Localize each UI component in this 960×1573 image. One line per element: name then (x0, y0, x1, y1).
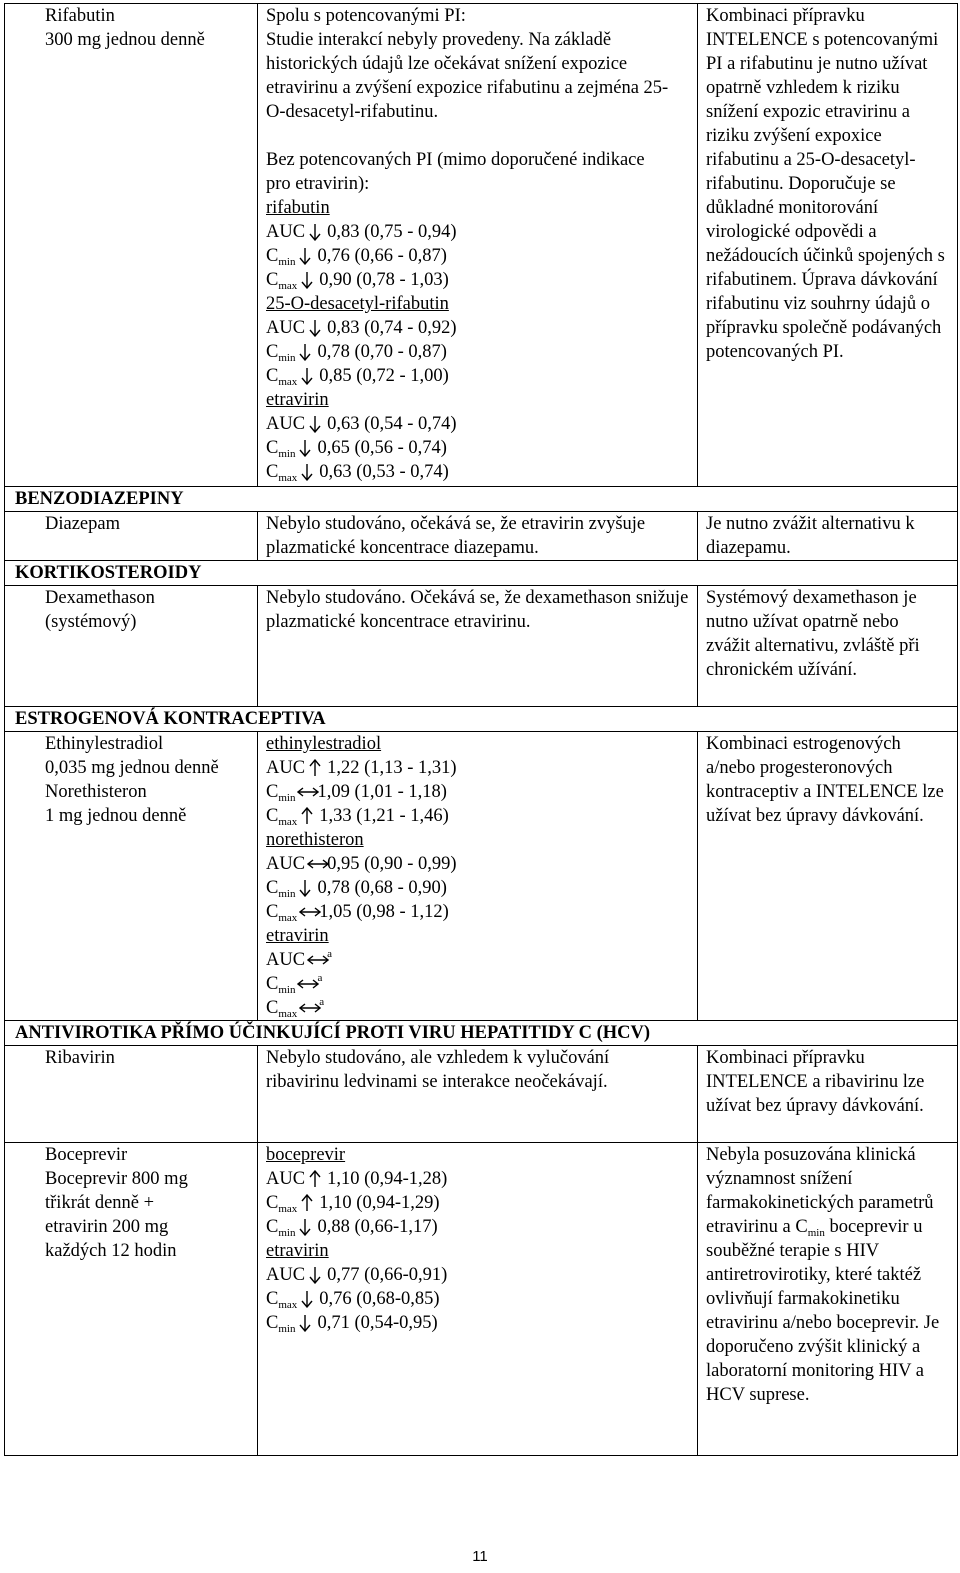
arrow-up-icon (307, 1170, 325, 1186)
pk-section-title: etravirin (266, 926, 329, 946)
arrow-both-icon (297, 975, 315, 991)
recommendation-cell (698, 4, 958, 487)
pk-parameter (266, 852, 697, 876)
effect-text: Spolu s potencovanými PI: (266, 6, 466, 26)
pk-parameter (266, 1215, 697, 1239)
arrow-both-icon (299, 999, 317, 1015)
pk-value: 0,85 (0,72 - 1,00) (319, 366, 449, 386)
arrow-down-icon (307, 1266, 325, 1282)
effect-text-content: Nebylo studováno, očekává se, že etravirin zvyšuje plazmatické koncentrace diazepamu. (266, 514, 646, 558)
pk-label: C (266, 366, 279, 386)
arrow-up-icon (307, 759, 325, 775)
pk-subscript: min (278, 256, 296, 268)
effect-heading: Bez potencovaných PI (mimo doporučené indikace pro etravirin): (266, 150, 645, 194)
pk-footnote: a (319, 996, 325, 1008)
drug-cell (5, 4, 258, 487)
interaction-table (4, 3, 958, 1456)
recommendation-text: Kombinaci přípravku INTELENCE s potencovanými PI a rifabutinu je nutno užívat opatrně vzhledem k riziku snížení expozic etravirinu a riziku zvýšení expoxice rifabutinu a 25-O-desacetyl-rifabutinu. Doporučuje se důkladné monitorování virologické odpovědi a nežádoucích účinků spojených s rifabutinem. Úprava dávkování rifabutinu viz souhrny údajů o přípravku společně podávaných potencovaných PI. (706, 6, 945, 362)
pk-value: 0,76 (0,68-0,85) (319, 1289, 440, 1309)
recommendation-part: Nebyla posuzována klinická významnost snížení farmakokinetických parametrů etravirinu a C (706, 1145, 934, 1237)
pk-label: C (266, 782, 279, 802)
pk-subscript: max (278, 1299, 298, 1311)
pk-subscript: max (278, 376, 298, 388)
arrow-up-icon (299, 807, 317, 823)
pk-value: 0,65 (0,56 - 0,74) (317, 438, 447, 458)
pk-parameter (266, 1191, 697, 1215)
category-row (5, 561, 958, 586)
pk-parameter (266, 804, 697, 828)
pk-parameter (266, 436, 697, 460)
drug-name: Rifabutin (45, 6, 115, 26)
pk-parameter (266, 244, 697, 268)
arrow-down-icon (297, 343, 315, 359)
effect-text: Nebylo studováno. Očekává se, že dexamethason snižuje plazmatické koncentrace etravirinu. (266, 588, 689, 632)
pk-label: AUC (266, 1265, 306, 1285)
drug-name: Norethisteron (45, 782, 147, 802)
pk-subscript: min (278, 1227, 296, 1239)
pk-section-title: norethisteron (266, 830, 364, 850)
pk-label: AUC (266, 222, 306, 242)
subscript: min (807, 1227, 825, 1239)
drug-cell (5, 586, 258, 707)
recommendation-cell (698, 732, 958, 1021)
drug-name: Boceprevir (45, 1145, 128, 1165)
pk-parameter (266, 316, 697, 340)
pk-block (266, 1143, 697, 1335)
arrow-down-icon (299, 271, 317, 287)
pk-parameter (266, 900, 697, 924)
pk-value: 0,90 (0,78 - 1,03) (319, 270, 449, 290)
recommendation-text: Kombinaci přípravku INTELENCE a ribavirinu lze užívat bez úpravy dávkování. (706, 1048, 925, 1116)
drug-dose: Boceprevir 800 mg třikrát denně + etravirin 200 mg každých 12 hodin (45, 1169, 188, 1261)
table-row (5, 4, 958, 487)
category-heading: ESTROGENOVÁ KONTRACEPTIVA (5, 707, 958, 732)
recommendation-content: Je nutno zvážit alternativu k diazepamu. (706, 514, 915, 558)
pk-label: C (266, 998, 279, 1018)
drug-name: Ethinylestradiol (45, 734, 164, 754)
pk-label: C (266, 1193, 279, 1213)
pk-value: 0,78 (0,68 - 0,90) (317, 878, 447, 898)
pk-label: C (266, 270, 279, 290)
effect-cell (258, 1046, 698, 1143)
pk-parameter (266, 340, 697, 364)
pk-value: 0,77 (0,66-0,91) (327, 1265, 448, 1285)
pk-parameter (266, 996, 697, 1020)
arrow-down-icon (297, 879, 315, 895)
effect-text: Studie interakcí nebyly provedeny. Na základě historických údajů lze očekávat snížení expozice etravirinu a zvýšení expozice rifabutinu a zejména 25-O-desacetyl-rifabutinu. (266, 30, 669, 122)
category-heading: KORTIKOSTEROIDY (5, 561, 958, 586)
arrow-down-icon (307, 223, 325, 239)
pk-label: C (266, 246, 279, 266)
drug-dose: 0,035 mg jednou denně (45, 758, 219, 778)
pk-subscript: min (278, 352, 296, 364)
pk-parameter (266, 364, 697, 388)
pk-value: 0,71 (0,54-0,95) (317, 1313, 438, 1333)
effect-cell (258, 4, 698, 487)
pk-section-title: etravirin (266, 390, 329, 410)
arrow-both-icon (299, 903, 317, 919)
pk-parameter (266, 876, 697, 900)
arrow-down-icon (297, 1314, 315, 1330)
pk-value: 1,05 (0,98 - 1,12) (319, 902, 449, 922)
table-row (5, 512, 958, 561)
page-number: 11 (472, 1548, 488, 1565)
drug-name: Dexamethason (45, 588, 155, 608)
pk-footnote: a (327, 948, 332, 960)
pk-label: C (266, 1217, 279, 1237)
arrow-down-icon (299, 463, 317, 479)
recommendation-text: Kombinaci estrogenových a/nebo progesteronových kontraceptiv a INTELENCE lze užívat bez úpravy dávkování. (706, 734, 944, 826)
pk-footnote: a (317, 972, 323, 984)
effect-text (258, 512, 698, 561)
drug-dose: 1 mg jednou denně (45, 806, 187, 826)
category-row (5, 1021, 958, 1046)
pk-label: AUC (266, 318, 306, 338)
pk-subscript: min (278, 888, 296, 900)
effect-cell (258, 732, 698, 1021)
arrow-down-icon (297, 439, 315, 455)
pk-parameter (266, 268, 697, 292)
pk-label: AUC (266, 950, 306, 970)
pk-parameter (266, 220, 697, 244)
pk-label: C (266, 974, 279, 994)
pk-subscript: max (278, 472, 298, 484)
drug-route: (systémový) (45, 612, 137, 632)
pk-section-title: rifabutin (266, 198, 330, 218)
table-row (5, 586, 958, 707)
effect-cell (258, 586, 698, 707)
pk-parameter (266, 756, 697, 780)
recommendation-cell (698, 1046, 958, 1143)
pk-parameter (266, 460, 697, 484)
pk-value: 0,76 (0,66 - 0,87) (317, 246, 447, 266)
drug-cell (5, 732, 258, 1021)
arrow-both-icon (307, 855, 325, 871)
pk-parameter (266, 780, 697, 804)
pk-subscript: min (278, 792, 296, 804)
arrow-down-icon (297, 1218, 315, 1234)
pk-value: 1,33 (1,21 - 1,46) (319, 806, 449, 826)
pk-parameter (266, 1311, 697, 1335)
recommendation-text (698, 512, 958, 561)
pk-label: C (266, 438, 279, 458)
pk-label: C (266, 806, 279, 826)
pk-subscript: max (278, 1008, 298, 1020)
arrow-both-icon (297, 783, 315, 799)
recommendation-part: boceprevir u souběžné terapie s HIV antiretrovirotiky, které taktéž ovlivňují farmakokinetiku etravirinu a/nebo boceprevir. Je doporučeno zvýšit klinický a laboratorní monitoring HIV a HCV suprese. (706, 1217, 940, 1405)
pk-value: 1,09 (1,01 - 1,18) (317, 782, 447, 802)
arrow-up-icon (299, 1194, 317, 1210)
pk-parameter (266, 972, 697, 996)
pk-label: AUC (266, 1169, 306, 1189)
pk-label: C (266, 1289, 279, 1309)
recommendation-text: Systémový dexamethason je nutno užívat opatrně nebo zvážit alternativu, zvláště při chronickém užívání. (706, 588, 920, 680)
pk-parameter (266, 1287, 697, 1311)
pk-label: C (266, 902, 279, 922)
pk-value: 1,10 (0,94-1,28) (327, 1169, 448, 1189)
pk-subscript: max (278, 816, 298, 828)
pk-label: C (266, 878, 279, 898)
pk-block (266, 196, 697, 484)
pk-section-title: ethinylestradiol (266, 734, 382, 754)
arrow-both-icon (307, 951, 325, 967)
pk-section-title: etravirin (266, 1241, 329, 1261)
category-row (5, 707, 958, 732)
arrow-down-icon (307, 319, 325, 335)
table-row (5, 1143, 958, 1456)
pk-subscript: max (278, 280, 298, 292)
pk-label: C (266, 342, 279, 362)
pk-subscript: min (278, 1323, 296, 1335)
category-row (5, 487, 958, 512)
drug-dose: 300 mg jednou denně (45, 30, 205, 50)
table-row (5, 732, 958, 1021)
pk-value: 0,83 (0,75 - 0,94) (327, 222, 457, 242)
pk-value: 0,83 (0,74 - 0,92) (327, 318, 457, 338)
category-heading: ANTIVIROTIKA PŘÍMO ÚČINKUJÍCÍ PROTI VIRU HEPATITIDY C (HCV) (5, 1021, 958, 1046)
drug-name: Ribavirin (5, 1046, 258, 1143)
category-heading: BENZODIAZEPINY (5, 487, 958, 512)
recommendation-text (706, 1143, 946, 1407)
arrow-down-icon (297, 247, 315, 263)
pk-block (266, 732, 697, 1020)
pk-value: 1,22 (1,13 - 1,31) (327, 758, 457, 778)
drug-name: Diazepam (5, 512, 258, 561)
pk-value: 0,95 (0,90 - 0,99) (327, 854, 457, 874)
recommendation-cell (698, 1143, 958, 1456)
pk-subscript: min (278, 448, 296, 460)
drug-cell (5, 1143, 258, 1456)
pk-parameter (266, 412, 697, 436)
pk-parameter (266, 948, 697, 972)
pk-subscript: min (278, 984, 296, 996)
effect-text: Nebylo studováno, ale vzhledem k vylučování ribavirinu ledvinami se interakce neočekávají. (266, 1048, 610, 1092)
pk-label: C (266, 462, 279, 482)
pk-subscript: max (278, 1203, 298, 1215)
pk-subscript: max (278, 912, 298, 924)
pk-value: 0,88 (0,66-1,17) (317, 1217, 438, 1237)
pk-label: C (266, 1313, 279, 1333)
arrow-down-icon (299, 1290, 317, 1306)
pk-label: AUC (266, 758, 306, 778)
pk-parameter (266, 1167, 697, 1191)
recommendation-cell (698, 586, 958, 707)
arrow-down-icon (299, 367, 317, 383)
pk-label: AUC (266, 854, 306, 874)
arrow-down-icon (307, 415, 325, 431)
pk-value: 0,63 (0,53 - 0,74) (319, 462, 449, 482)
pk-value: 0,63 (0,54 - 0,74) (327, 414, 457, 434)
pk-parameter (266, 1263, 697, 1287)
pk-section-title: 25-O-desacetyl-rifabutin (266, 294, 449, 314)
pk-label: AUC (266, 414, 306, 434)
effect-cell (258, 1143, 698, 1456)
table-row (5, 1046, 958, 1143)
pk-value: 0,78 (0,70 - 0,87) (317, 342, 447, 362)
pk-section-title: boceprevir (266, 1145, 346, 1165)
pk-value: 1,10 (0,94-1,29) (319, 1193, 440, 1213)
